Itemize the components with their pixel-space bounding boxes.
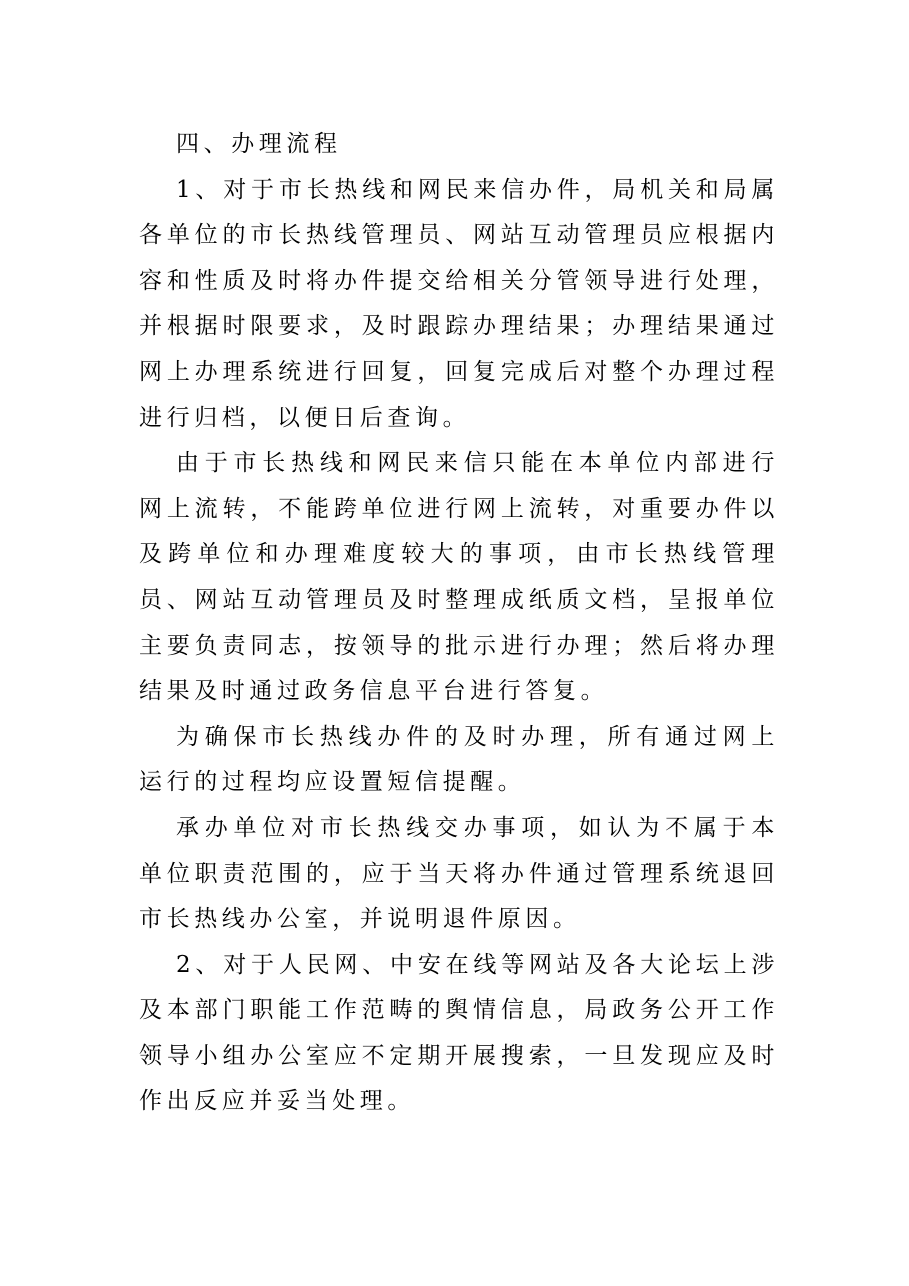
document-body [139, 122, 779, 1125]
paragraph-5: 2、对于人民网、中安在线等网站及各大论坛上涉及本部门职能工作范畴的舆情信息，局政务公开工作领导小组办公室应不定期开展搜索，一旦发现应及时作出反应并妥当处理。 [139, 951, 779, 1115]
paragraph-1: 1、对于市长热线和网民来信办件，局机关和局属各单位的市长热线管理员、网站互动管理员应根据内容和性质及时将办件提交给相关分管领导进行处理，并根据时限要求，及时跟踪办理结果；办理结果通过网上办理系统进行回复，回复完成后对整个办理过程进行归档，以便日后查询。 [139, 176, 779, 431]
paragraph-3: 为确保市长热线办件的及时办理，所有通过网上运行的过程均应设置短信提醒。 [139, 723, 779, 796]
paragraph-4: 承办单位对市长热线交办事项，如认为不属于本单位职责范围的，应于当天将办件通过管理系统退回市长热线办公室，并说明退件原因。 [139, 814, 779, 933]
paragraph-2: 由于市长热线和网民来信只能在本单位内部进行网上流转，不能跨单位进行网上流转，对重要办件以及跨单位和办理难度较大的事项，由市长热线管理员、网站互动管理员及时整理成纸质文档，呈报单位主要负责同志，按领导的批示进行办理；然后将办理结果及时通过政务信息平台进行答复。 [139, 450, 779, 705]
section-heading: 四、办理流程 [176, 131, 342, 157]
